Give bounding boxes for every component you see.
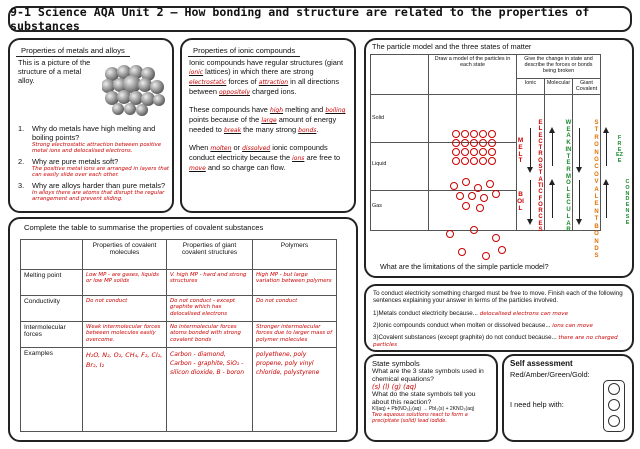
solid-particle <box>470 157 478 165</box>
gap-answer: bonds <box>298 127 317 134</box>
gap-answer: large <box>261 117 277 124</box>
table-cell: Carbon - diamond, Carbon - graphite, SiO₂ - silicon dioxide, B - boron <box>167 348 253 432</box>
ionic-paragraph-3 <box>189 143 351 173</box>
self-assessment-panel <box>502 354 634 442</box>
table-cell <box>517 55 601 79</box>
state-question-1: What are the 3 state symbols used in chemical equations? <box>372 368 484 383</box>
boil-arrow <box>530 180 531 220</box>
gap-answer: move <box>189 165 206 172</box>
table-cell <box>371 191 429 231</box>
column-header: Giant Covalent <box>575 80 598 92</box>
text: These compounds have <box>189 105 270 114</box>
text: When <box>189 143 211 152</box>
solid-particle <box>452 148 460 156</box>
solid-particle <box>470 148 478 156</box>
gap-answer: dissolved <box>242 145 271 152</box>
gap-answer: electrostatic <box>189 79 227 86</box>
liquid-particle <box>480 194 488 202</box>
metals-heading: Properties of metals and alloys <box>16 45 130 57</box>
table-cell: V. high MP - hard and strong structures <box>167 270 253 296</box>
boil-label: BOIL <box>517 191 524 212</box>
conduct-sentence-1 <box>373 310 625 317</box>
text: charged ions. <box>250 87 297 96</box>
ionic-heading: Properties of ionic compounds <box>188 45 300 57</box>
list-item <box>18 181 170 202</box>
ionic-paragraph-2 <box>189 105 351 135</box>
liquid-particle <box>486 180 494 188</box>
row-label: Gas <box>372 203 382 209</box>
text: lattices) in which there are strong <box>203 67 314 76</box>
table-cell: Do not conduct <box>253 296 337 322</box>
solid-particle <box>461 148 469 156</box>
column-header: Molecular <box>546 80 571 86</box>
question-number: 1. <box>18 124 25 133</box>
solid-particle <box>488 130 496 138</box>
table-cell: High MP - but large variation between polymers <box>253 270 337 296</box>
table-cell: Do not conduct - except graphite which has delocalised electrons <box>167 296 253 322</box>
question-text: Why are alloys harder than pure metals? <box>32 181 166 190</box>
gas-particle <box>492 234 500 242</box>
text: melting and <box>283 105 326 114</box>
rag-label: Red/Amber/Green/Gold: <box>510 370 590 379</box>
metals-questions <box>18 124 170 205</box>
liquid-particle <box>450 182 458 190</box>
solid-particle <box>452 139 460 147</box>
metals-panel <box>8 38 174 213</box>
condense-label: CONDENSE <box>625 179 630 226</box>
gap-answer: oppositely <box>219 89 251 96</box>
liquid-particle <box>476 204 484 212</box>
list-item <box>18 124 170 154</box>
gap-answer: break <box>223 127 242 134</box>
row-label: Solid <box>372 115 384 121</box>
state-answer-2: Two aqueous solutions react to form a precipitate (solid) lead iodide. <box>372 412 468 425</box>
liquid-particle <box>462 178 470 186</box>
solid-particle <box>479 157 487 165</box>
up-arrow <box>606 184 607 218</box>
liquid-particle <box>456 192 464 200</box>
giant-forces-label: STRONG COVALENT BONDS <box>594 120 599 260</box>
gap-answer: ions <box>292 155 305 162</box>
self-heading: Self assessment <box>510 359 573 368</box>
table-cell <box>573 79 601 95</box>
table-cell: No intermolecular forces atoms bonded with strong covalent bonds <box>167 322 253 348</box>
table-cell <box>371 55 429 95</box>
liquid-particle <box>474 184 482 192</box>
text: and so charge can flow. <box>205 163 286 172</box>
table-cell <box>517 79 545 95</box>
covalent-heading: Complete the table to summarise the properties of covalent substances <box>24 223 264 232</box>
state-equation: KI(aq) + Pb(NO₃)₂(aq) → PbI₂(s) + 2KNO₃(aq) <box>372 406 475 413</box>
gap-answer: high <box>269 107 284 114</box>
question-text: Why are pure metals soft? <box>32 157 119 166</box>
text: ionic compounds conduct electricity because the <box>189 143 328 162</box>
text: 3)Covalent substances (except graphite) do not conduct because... <box>373 333 557 341</box>
gas-particle <box>482 252 490 260</box>
table-cell: polyethene, poly propene, poly vinyl chloride, polystyrene <box>253 348 337 432</box>
text: forces of <box>226 77 259 86</box>
row-label: Melting point <box>21 270 83 296</box>
solid-particle <box>461 157 469 165</box>
table-row <box>21 348 337 432</box>
answer-text: The positive metal ions are arranged in layers that can easily slide over each other. <box>32 166 170 178</box>
amber-light-icon[interactable] <box>608 399 620 411</box>
covalent-panel <box>8 217 358 442</box>
answer-text: In alloys there are atoms that disrupt the regular arrangement and prevent sliding. <box>32 190 165 202</box>
ionic-panel <box>180 38 356 213</box>
gap-answer: ionic <box>189 69 204 76</box>
table-cell: Do not conduct <box>83 296 167 322</box>
solid-particle <box>461 130 469 138</box>
solid-particle <box>461 139 469 147</box>
solid-particle <box>470 130 478 138</box>
particle-question: What are the limitations of the simple particle model? <box>380 262 549 271</box>
gap-answer: boiling <box>325 107 346 114</box>
text: the many strong <box>241 125 299 134</box>
text: 2)Ionic compounds conduct when molten or dissolved because... <box>373 321 551 329</box>
worksheet-title: 9-1 Science AQA Unit 2 – How bonding and structure are related to the properties of substances <box>8 6 632 32</box>
up-arrow <box>606 132 607 166</box>
solid-particle <box>452 157 460 165</box>
melt-label: MELT <box>517 137 524 165</box>
table-header: Properties of giant covalent structures <box>167 240 253 270</box>
red-light-icon[interactable] <box>608 383 620 395</box>
solid-particle <box>479 130 487 138</box>
solid-particle <box>488 139 496 147</box>
question-text: Why do metals have high melting and boiling points? <box>32 124 156 142</box>
help-label: I need help with: <box>510 400 564 409</box>
alloy-diagram <box>102 60 166 118</box>
text: points because of the <box>189 115 262 124</box>
table-header: Properties of covalent molecules <box>83 240 167 270</box>
freeze-label: FREEZE <box>616 135 623 165</box>
gap-answer: attraction <box>258 79 289 86</box>
text: Ionic compounds have regular structures (giant <box>189 58 344 67</box>
list-item <box>18 157 170 178</box>
covalent-table <box>20 239 337 432</box>
text: or <box>231 143 243 152</box>
table-row <box>21 270 337 296</box>
answer-text: there are no charged particles <box>373 334 618 348</box>
solid-particle <box>488 148 496 156</box>
down-arrow <box>579 128 580 168</box>
state-heading: State symbols <box>372 359 420 368</box>
text: are free to <box>304 153 341 162</box>
column-header: Give the change in state and describe the forces or bonds being broken <box>524 56 593 74</box>
answer-text: delocalised electrons can move <box>479 310 569 317</box>
text: . <box>316 125 319 134</box>
green-light-icon[interactable] <box>608 415 620 427</box>
conductivity-panel <box>364 284 634 352</box>
liquid-particle <box>468 192 476 200</box>
table-cell: Weak intermolecular forces between molecules easily overcome. <box>83 322 167 348</box>
conduct-sentence-3 <box>373 334 625 348</box>
solid-particle <box>452 130 460 138</box>
liquid-particle <box>492 190 500 198</box>
ionic-forces-label: ELECTROSTATIC FORCES <box>537 120 544 234</box>
text: 1)Metals conduct electricity because... <box>373 309 478 317</box>
column-header: Draw a model of the particles in each state <box>434 56 511 68</box>
particle-model-panel <box>364 38 634 278</box>
up-arrow <box>552 132 553 166</box>
table-cell <box>371 95 429 143</box>
table-row <box>21 296 337 322</box>
conduct-sentence-2 <box>373 322 625 329</box>
solid-particle <box>479 148 487 156</box>
row-label: Examples <box>21 348 83 432</box>
metals-intro: This is a picture of the structure of a metal alloy. <box>18 58 91 85</box>
table-cell <box>429 55 517 95</box>
table-cell: Stronger intermolecular forces due to larger mass of polymer molecules <box>253 322 337 348</box>
answer-text: Strong electrostatic attraction between positive metal ions and delocalised electrons. <box>32 142 162 154</box>
solid-particle <box>470 139 478 147</box>
column-header: Ionic <box>524 80 537 86</box>
down-arrow <box>579 180 580 220</box>
liquid-particle <box>462 202 470 210</box>
ionic-paragraph-1 <box>189 58 351 97</box>
melt-arrow <box>530 128 531 168</box>
table-cell: H₂O, N₂, O₂, CH₄, F₂, Cl₂, Br₂, I₂ <box>83 348 167 432</box>
text: in all directions between <box>189 77 340 96</box>
text: amount of energy needed to <box>189 115 337 134</box>
question-number: 3. <box>18 181 25 190</box>
row-label: Intermolecular forces <box>21 322 83 348</box>
state-symbols-panel <box>364 354 498 442</box>
solid-particle <box>479 139 487 147</box>
gas-particle <box>446 230 454 238</box>
table-header <box>21 240 83 270</box>
table-row <box>21 322 337 348</box>
up-arrow <box>552 184 553 218</box>
table-cell <box>371 143 429 191</box>
solid-particle <box>488 157 496 165</box>
table-header: Polymers <box>253 240 337 270</box>
table-cell: Low MP - are gases, liquids or low MP solids <box>83 270 167 296</box>
gas-particle <box>498 246 506 254</box>
gap-answer: molten <box>210 145 232 152</box>
molecular-forces-label: WEAK INTERMOLECULAR <box>565 120 572 234</box>
gas-particle <box>470 226 478 234</box>
row-label: Conductivity <box>21 296 83 322</box>
question-number: 2. <box>18 157 25 166</box>
table-cell <box>545 79 573 95</box>
answer-text: ions can move <box>552 322 593 329</box>
state-question-2: What do the state symbols tell you about this reaction? <box>372 391 476 406</box>
particle-heading: The particle model and the three states of matter <box>372 42 532 51</box>
row-label: Liquid <box>372 161 387 167</box>
gas-particle <box>458 248 466 256</box>
state-answer-1: (s) (l) (g) (aq) <box>372 383 417 392</box>
conduct-intro: To conduct electricity something charged must be free to move. Finish each of the following sentences explaining your answer in terms of the particles involved. <box>373 290 623 305</box>
